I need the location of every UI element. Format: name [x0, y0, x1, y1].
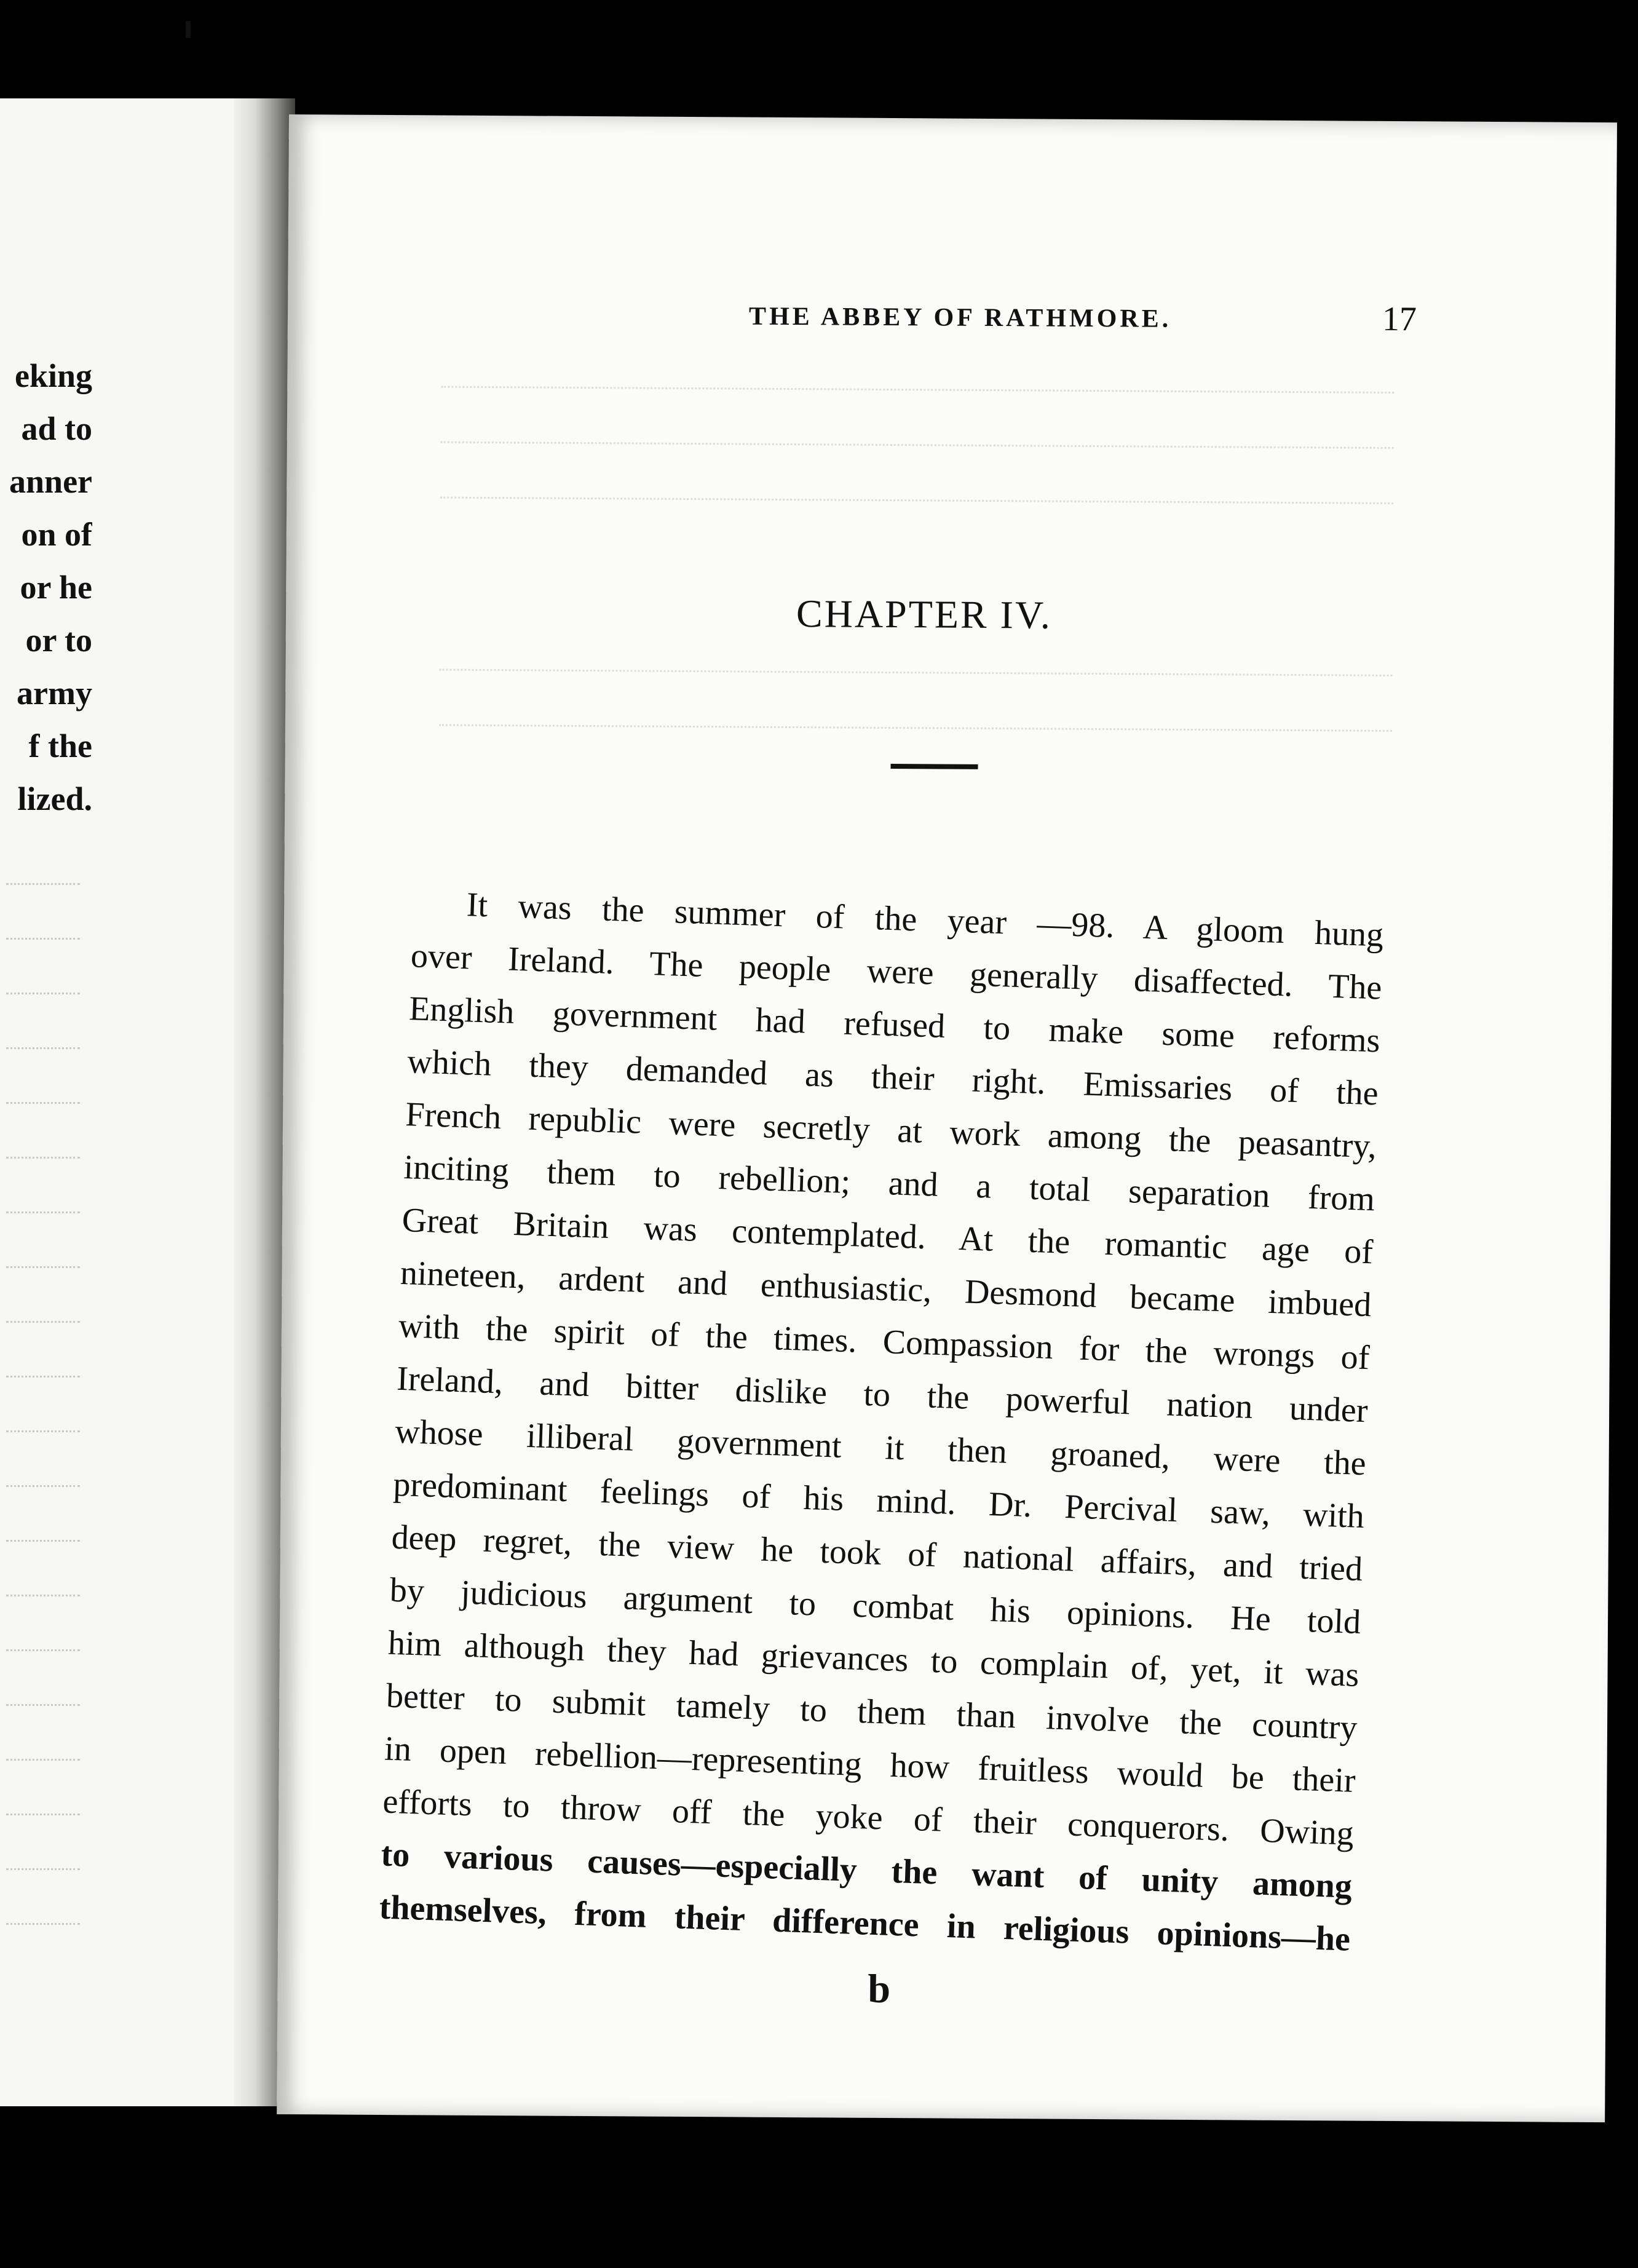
paragraph-line: better to submit tamely to them than involve the country	[386, 1676, 1358, 1747]
previous-page-bleed-through	[0, 830, 86, 1925]
bleed-through-line	[439, 724, 1392, 732]
bleed-through-line	[440, 497, 1393, 504]
chapter-divider-rule	[891, 764, 978, 769]
paragraph-line: Ireland, and bitter dislike to the powerful nation under	[396, 1359, 1369, 1430]
paragraph-line: over Ireland. The people were generally disaffected. The	[410, 937, 1383, 1007]
paragraph-line: efforts to throw off the yoke of their conquerors. Owing	[382, 1782, 1355, 1853]
page-number: 17	[1382, 299, 1417, 339]
paragraph-line: French republic were secretly at work among the peasantry,	[405, 1095, 1377, 1166]
chapter-title: CHAPTER IV.	[796, 592, 1053, 637]
bleed-through-line	[441, 386, 1394, 394]
paragraph-line: which they demanded as their right. Emissaries of the	[406, 1042, 1379, 1113]
paragraph-line: him although they had grievances to complain of, yet, it was	[387, 1624, 1360, 1694]
previous-page-line: on of	[21, 516, 92, 553]
previous-page-line: ad to	[21, 410, 92, 447]
previous-page-line: lized.	[17, 780, 92, 817]
previous-page-line: or he	[20, 569, 92, 606]
paragraph-line: in open rebellion—representing how fruitless would be their	[384, 1729, 1356, 1800]
chapter-paragraph	[378, 876, 1384, 1965]
previous-page-line: eking	[14, 357, 92, 394]
paragraph-line: predominant feelings of his mind. Dr. Percival saw, with	[392, 1465, 1365, 1536]
bleed-through-line	[439, 669, 1392, 676]
paragraph-line: It was the summer of the year —98. A gloom hung	[465, 886, 1385, 954]
paragraph-line: nineteen, ardent and enthusiastic, Desmond became imbued	[400, 1253, 1372, 1325]
paragraph-line: deep regret, the view he took of national affairs, and tried	[390, 1518, 1363, 1589]
bleed-through-line	[441, 442, 1394, 449]
running-header: THE ABBEY OF RATHMORE.	[748, 302, 1172, 333]
previous-page-line: or to	[25, 622, 92, 659]
paragraph-line: themselves, from their difference in religious opinions—he	[378, 1888, 1351, 1959]
paragraph-line: by judicious argument to combat his opinions. He told	[389, 1571, 1362, 1641]
paragraph-line: Great Britain was contemplated. At the romantic age of	[401, 1200, 1374, 1272]
book-page	[277, 114, 1617, 2122]
previous-page-text	[0, 349, 92, 825]
paragraph-line: inciting them to rebellion; and a total separation from	[403, 1148, 1375, 1219]
paragraph-line: English government had refused to make some reforms	[408, 989, 1381, 1060]
paragraph-line: whose illiberal government it then groaned, were the	[394, 1412, 1367, 1483]
previous-page-line: f the	[28, 728, 92, 764]
paragraph-line: to various causes—especially the want of unity among	[380, 1835, 1353, 1906]
scan-corner-mark	[186, 21, 191, 38]
previous-page-line: anner	[9, 463, 92, 500]
signature-mark: b	[868, 1966, 891, 2012]
previous-page-line: army	[17, 675, 92, 712]
paragraph-line: with the spirit of the times. Compassion for the wrongs of	[398, 1306, 1371, 1378]
